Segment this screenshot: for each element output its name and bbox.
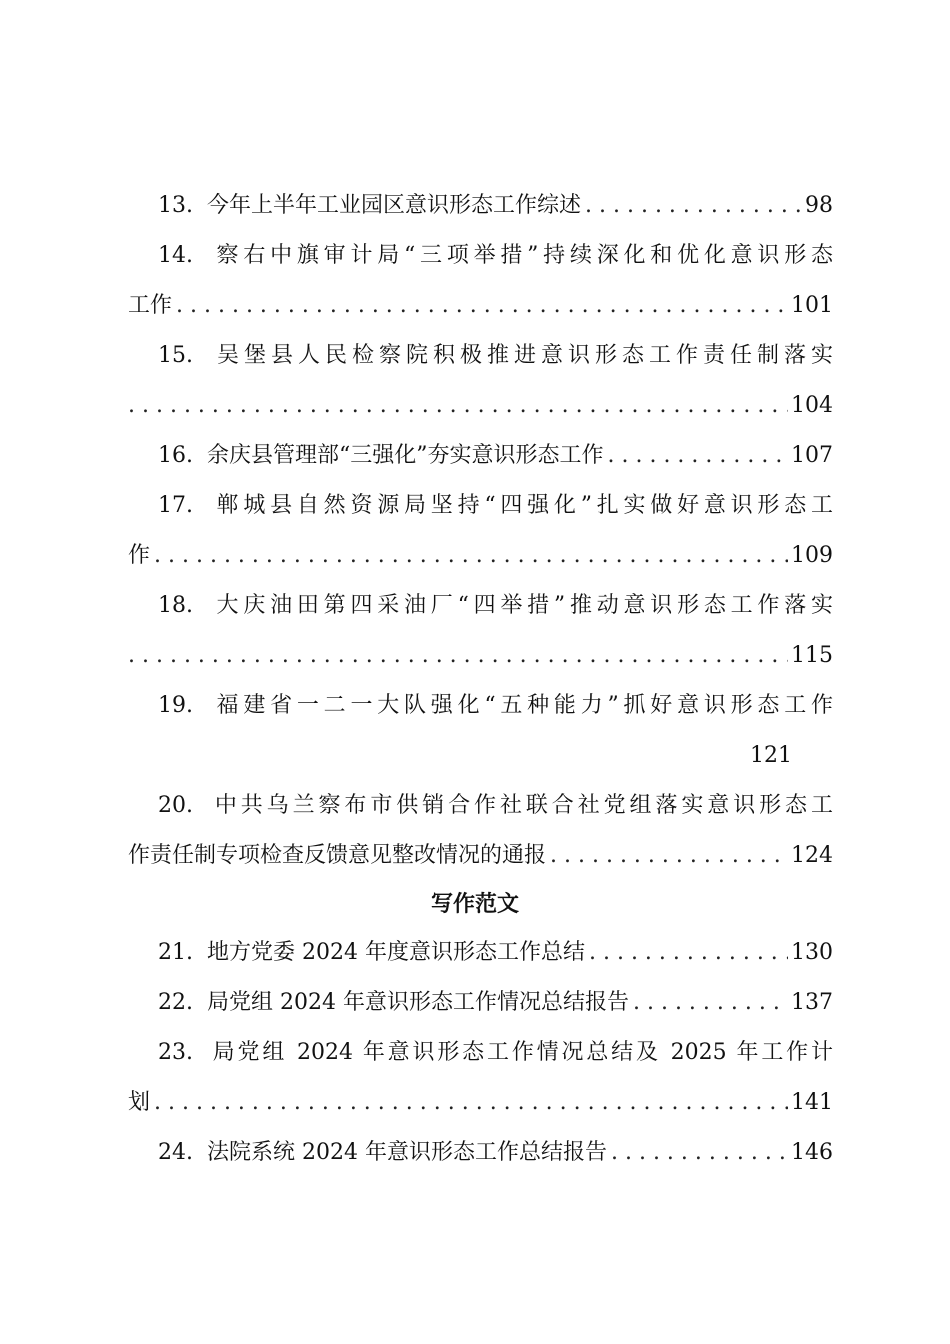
entry-number: 20.: [158, 793, 193, 818]
entry-page-number: 98: [805, 193, 833, 218]
entry-number: 19.: [158, 693, 193, 718]
dot-leader: [128, 638, 788, 674]
dot-leader: [154, 1085, 788, 1121]
entry-page-number: 146: [791, 1140, 833, 1165]
entry-title: 局党组 2024 年意识形态工作情况总结及 2025 年工作计: [212, 1040, 833, 1065]
dot-leader: [154, 538, 788, 574]
dot-leader: [128, 388, 788, 424]
toc-entry-20-line2[interactable]: [128, 838, 833, 874]
entry-title-continued: 作: [128, 543, 151, 568]
toc-entry-17-line1[interactable]: [128, 488, 833, 524]
toc-entry-14-line2[interactable]: [128, 288, 833, 324]
dot-leader: [550, 838, 788, 874]
entry-title: 局党组 2024 年意识形态工作情况总结报告: [207, 990, 629, 1015]
toc-entry-15-line2[interactable]: [128, 388, 833, 424]
toc-entry-14-line1[interactable]: [128, 238, 833, 274]
entry-number: 16.: [158, 443, 193, 468]
toc-entry-22[interactable]: [128, 985, 833, 1021]
entry-title-continued: 工作: [128, 293, 173, 318]
entry-page-number: 104: [791, 393, 833, 418]
toc-entry-23-line2[interactable]: [128, 1085, 833, 1121]
entry-number: 17.: [158, 493, 193, 518]
entry-page-number: 124: [791, 843, 833, 868]
entry-number: 21.: [158, 940, 193, 965]
toc-entry-18-line2[interactable]: [128, 638, 833, 674]
toc-entry-17-line2[interactable]: [128, 538, 833, 574]
dot-leader: [608, 438, 789, 474]
toc-entry-18-line1[interactable]: [128, 588, 833, 624]
entry-title: 福建省一二一大队强化“五种能力”抓好意识形态工作: [216, 693, 833, 718]
entry-title: 察右中旗审计局“三项举措”持续深化和优化意识形态: [216, 243, 833, 268]
entry-number: 23.: [158, 1040, 193, 1065]
toc-entry-20-line1[interactable]: [128, 788, 833, 824]
entry-title: 今年上半年工业园区意识形态工作综述: [207, 193, 582, 218]
dot-leader: [176, 288, 788, 324]
entry-page-number: 107: [791, 443, 833, 468]
entry-page-number: 141: [791, 1090, 833, 1115]
entry-title: 地方党委 2024 年度意识形态工作总结: [207, 940, 585, 965]
entry-title: 郸城县自然资源局坚持“四强化”扎实做好意识形态工: [216, 493, 833, 518]
dot-leader: [611, 1135, 788, 1171]
toc-entry-15-line1[interactable]: [128, 338, 833, 374]
entry-title: 法院系统 2024 年意识形态工作总结报告: [207, 1140, 607, 1165]
entry-number: 22.: [158, 990, 193, 1015]
dot-leader: [585, 188, 802, 224]
entry-title: 余庆县管理部“三强化”夯实意识形态工作: [207, 443, 604, 468]
entry-title-continued: 划: [128, 1090, 151, 1115]
entry-title: 大庆油田第四采油厂“四举措”推动意识形态工作落实: [216, 593, 833, 618]
entry-title: 中共乌兰察布市供销合作社联合社党组落实意识形态工: [214, 793, 833, 818]
toc-entry-13[interactable]: [128, 188, 833, 224]
entry-page-number: 137: [791, 990, 833, 1015]
entry-number: 14.: [158, 243, 193, 268]
entry-number: 24.: [158, 1140, 193, 1165]
toc-entry-16[interactable]: [128, 438, 833, 474]
dot-leader: [633, 985, 788, 1021]
entry-page-number: 109: [791, 543, 833, 568]
entry-title: 吴堡县人民检察院积极推进意识形态工作责任制落实: [217, 343, 833, 368]
toc-entry-23-line1[interactable]: [128, 1035, 833, 1071]
entry-number: 18.: [158, 593, 193, 618]
entry-title-continued: 作责任制专项检查反馈意见整改情况的通报: [128, 843, 547, 868]
entry-page-number: 101: [791, 293, 833, 318]
entry-page-number: 115: [791, 643, 833, 668]
entry-page-number[interactable]: 121: [750, 743, 792, 768]
entry-number: 15.: [158, 343, 193, 368]
entry-page-number: 130: [791, 940, 833, 965]
toc-entry-21[interactable]: [128, 935, 833, 971]
dot-leader: [589, 935, 788, 971]
section-heading: 写作范文: [430, 892, 519, 917]
toc-entry-24[interactable]: [128, 1135, 833, 1171]
toc-entry-19-line1[interactable]: [128, 688, 833, 724]
entry-number: 13.: [158, 193, 193, 218]
